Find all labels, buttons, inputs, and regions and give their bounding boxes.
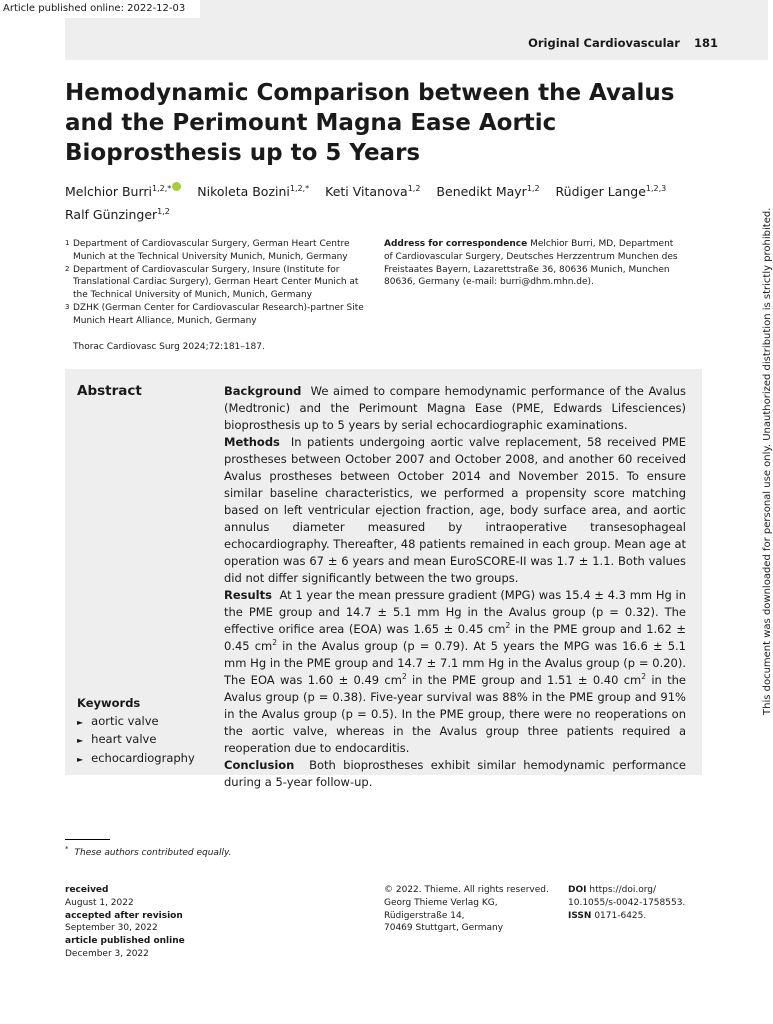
affiliation: 2 Department of Cardiovascular Surgery, Insure (Institute for Translational Cardiac Surgery), German Heart Center Munich at the Technical University of Munich, Munich, Germany (65, 264, 359, 301)
abstract-body (224, 383, 686, 791)
keyword-item: ► aortic valve (77, 713, 195, 732)
conclusion-text: Both bioprostheses exhibit similar hemodynamic performance during a 5-year follow-up. (224, 758, 686, 789)
running-header (528, 36, 718, 50)
footnote: * These authors contributed equally. (65, 845, 232, 858)
keywords (77, 695, 195, 768)
footnote-divider (65, 839, 110, 840)
side-notice: This document was downloaded for personal use only. Unauthorized distribution is strictly prohibited. (762, 207, 773, 715)
author[interactable]: Rüdiger Lange$^{1,2,3}$ (555, 184, 667, 200)
background-label: Background (224, 384, 302, 398)
author[interactable]: Benedikt Mayr$^{1,2}$ (436, 184, 540, 200)
orcid-icon[interactable] (172, 182, 181, 191)
author[interactable]: Melchior Burri$^{1,2,*}$ (65, 184, 181, 199)
affiliations (65, 238, 370, 328)
affiliation: 1 Department of Cardiovascular Surgery, German Heart Centre Munich at the Technical University Munich, Munich, Germany (65, 239, 350, 262)
conclusion-label: Conclusion (224, 758, 295, 772)
methods-text: In patients undergoing aortic valve replacement, 58 received PME prostheses between October 2007 and October 2008, and another 60 received Avalus prostheses between October 2014 and November 2015. To ensure similar baseline characteristics, we performed a propensity score matching based on left ventricular ejection fraction, age, body surface area, and aortic annulus diameter measured by intraoperative transesophageal echocardiography. Thereafter, 48 patients remained in each group. Mean age at operation was 67 ± 6 years and mean EuroSCORE-II was 1.7 ± 1.1. Both values did not differ significantly between the two groups. (224, 435, 686, 585)
author-list (65, 179, 685, 225)
methods-label: Methods (224, 435, 280, 449)
abstract-heading: Abstract (77, 383, 142, 399)
correspondence: Address for correspondence Melchior Burri, MD, Department of Cardiovascular Surgery, Deutsches Herzzentrum Munchen des Freistaates Bayern, Lazarettstraße 36, 80636 Munich, Munchen 80636, Germany (e-mail: burri@dhm.mhn.de). (384, 239, 678, 288)
keyword-item: ► heart valve (77, 731, 195, 750)
keywords-heading: Keywords (77, 696, 141, 710)
affiliation: 3 DZHK (German Center for Cardiovascular Research)-partner Site Munich Heart Alliance, Munich, Germany (65, 302, 364, 326)
background-text: We aimed to compare hemodynamic performance of the Avalus (Medtronic) and the Perimount Magna Ease (PME, Edwards Lifesciences) bioprosthesis up to 5 years by serial echocardiographic examinations. (224, 384, 687, 432)
doi-block: DOI https://doi.org/ 10.1055/s-0042-1758553. ISSN 0171-6425. (568, 885, 686, 921)
keyword-item: ► echocardiography (77, 750, 195, 769)
section-label: Original Cardiovascular (528, 36, 680, 50)
copyright-block: © 2022. Thieme. All rights reserved. Georg Thieme Verlag KG, Rüdigerstraße 14, 70469 Stuttgart, Germany (384, 885, 549, 934)
journal-citation: Thorac Cardiovasc Surg 2024;72:181–187. (73, 342, 265, 352)
results-text: At 1 year the mean pressure gradient (MPG) was 15.4 ± 4.3 mm Hg in the PME group and 14.7 ± 5.1 mm Hg in the Avalus group (p = 0.32). The effective orifice area (EOA) was 1.65 ± 0.45 $cm^2$ in the PME group and 1.62 ± 0.45 $cm^2$ in the Avalus group (p = 0.79). At 5 years the MPG was 16.6 ± 5.1 mm Hg in the PME group and 14.7 ± 7.1 mm Hg in the Avalus group (p = 0.20). The EOA was 1.60 ± 0.49 $cm^2$ in the PME group and 1.51 ± 0.40 $cm^2$ in the Avalus group (p = 0.38). Five-year survival was 88% in the PME group and 91% in the Avalus group (p = 0.5). In the PME group, there were no reoperations on the aortic valve, whereas in the Avalus group three patients required a reoperation due to endocarditis. (224, 588, 686, 755)
results-label: Results (224, 588, 272, 602)
page-number: 181 (693, 36, 718, 50)
article-dates: received August 1, 2022 accepted after revision September 30, 2022 article published online December 3, 2022 (65, 885, 185, 959)
author[interactable]: Keti Vitanova$^{1,2}$ (325, 184, 421, 200)
doi-link[interactable]: https://doi.org/ (589, 885, 656, 895)
published-banner: Article published online: 2022-12-03 (0, 0, 200, 18)
author[interactable]: Nikoleta Bozini$^{1,2,*}$ (197, 184, 310, 200)
author[interactable]: Ralf Günzinger$^{1,2}$ (65, 207, 170, 223)
article-title: Hemodynamic Comparison between the Avalus and the Perimount Magna Ease Aortic Bioprosthesis up to 5 Years (65, 80, 675, 166)
